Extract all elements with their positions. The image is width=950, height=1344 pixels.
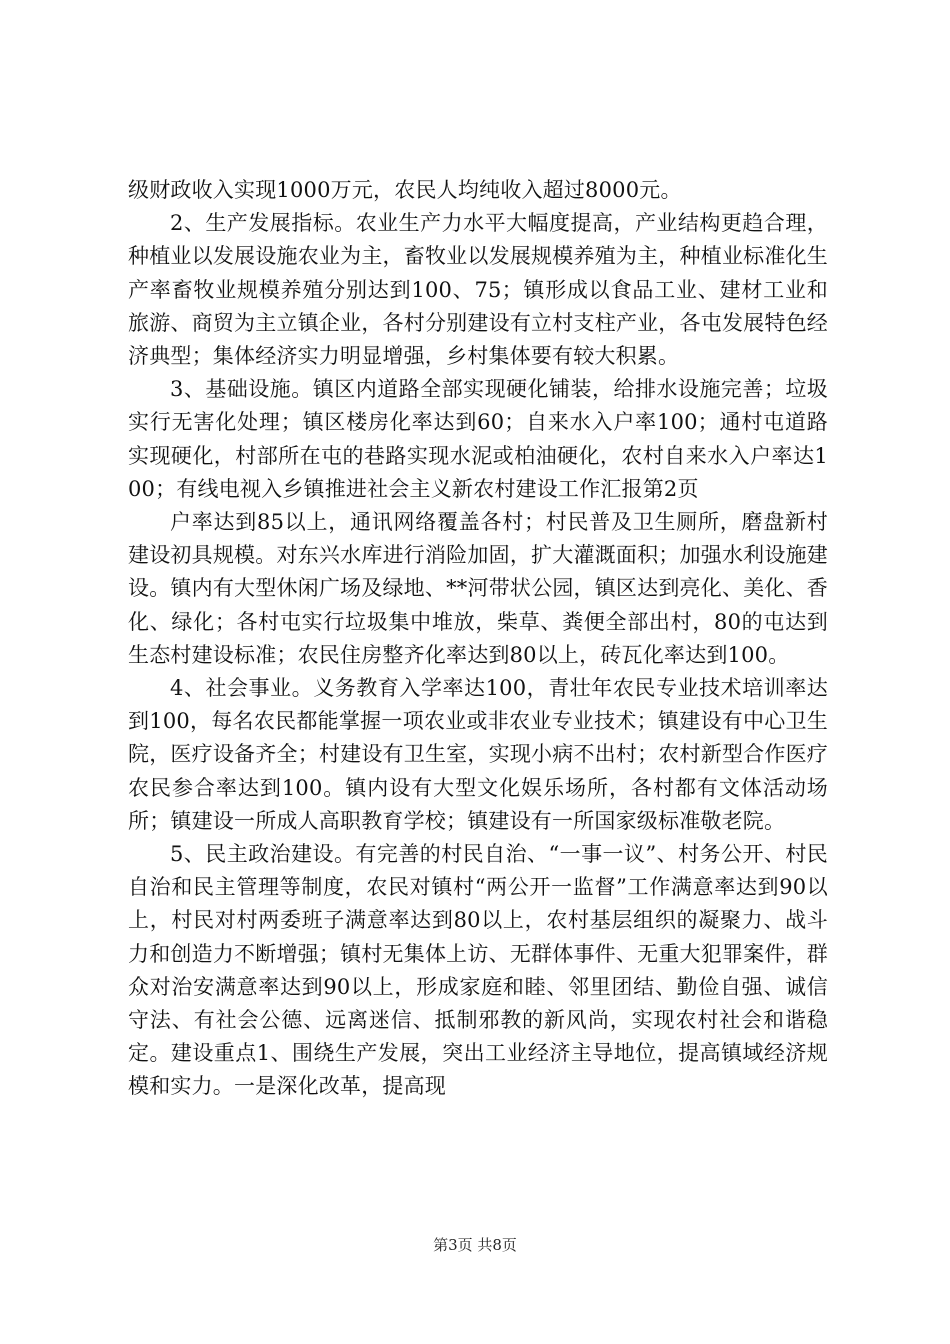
paragraph-social-affairs: 4、社会事业。义务教育入学率达100，青壮年农民专业技术培训率达到100，每名农民都能掌握一项农业或非农业专业技术；镇建设有中心卫生院，医疗设备齐全；村建设有卫生室，实现小病不出村；农村新型合作医疗农民参合率达到100。镇内设有大型文化娱乐场所，各村都有文体活动场所；镇建设一所成人高职教育学校；镇建设有一所国家级标准敬老院。 [128, 676, 828, 833]
paragraph-infrastructure: 3、基础设施。镇区内道路全部实现硬化铺装，给排水设施完善；垃圾实行无害化处理；镇区楼房化率达到60；自来水入户率100；通村屯道路实现硬化，村部所在屯的巷路实现水泥或柏油硬化，农村自来水入户率达100；有线电视入乡镇推进社会主义新农村建设工作汇报第2页 [128, 377, 828, 501]
page-number: 第3页 共8页 [433, 1236, 517, 1254]
document-body [128, 174, 828, 1104]
paragraph-production-targets: 2、生产发展指标。农业生产力水平大幅度提高，产业结构更趋合理，种植业以发展设施农业为主，畜牧业以发展规模养殖为主，种植业标准化生产率畜牧业规模养殖分别达到100、75；镇形成以食品工业、建材工业和旅游、商贸为主立镇企业，各村分别建设有立村支柱产业，各屯发展特色经济典型；集体经济实力明显增强，乡村集体要有较大积累。 [128, 211, 828, 369]
paragraph-continuation: 级财政收入实现1000万元，农民人均纯收入超过8000元。 [128, 178, 682, 202]
paragraph-democratic-politics: 5、民主政治建设。有完善的村民自治、“一事一议”、村务公开、村民自治和民主管理等制度，农民对镇村“两公开一监督”工作满意率达到90以上，村民对村两委班子满意率达到80以上，农村基层组织的凝聚力、战斗力和创造力不断增强；镇村无集体上访、无群体事件、无重大犯罪案件，群众对治安满意率达到90以上，形成家庭和睦、邻里团结、勤俭自强、诚信守法、有社会公德、远离迷信、抵制邪教的新风尚，实现农村社会和谐稳定。建设重点1、围绕生产发展，突出工业经济主导地位，提高镇域经济规模和实力。一是深化改革，提高现 [128, 842, 828, 1099]
paragraph-infrastructure-continued: 户率达到85以上，通讯网络覆盖各村；村民普及卫生厕所，磨盘新村建设初具规模。对东兴水库进行消险加固，扩大灌溉面积；加强水利设施建设。镇内有大型休闲广场及绿地、**河带状公园，镇区达到亮化、美化、香化、绿化；各村屯实行垃圾集中堆放，柴草、粪便全部出村，80的屯达到生态村建设标准；农民住房整齐化率达到80以上，砖瓦化率达到100。 [128, 510, 828, 667]
